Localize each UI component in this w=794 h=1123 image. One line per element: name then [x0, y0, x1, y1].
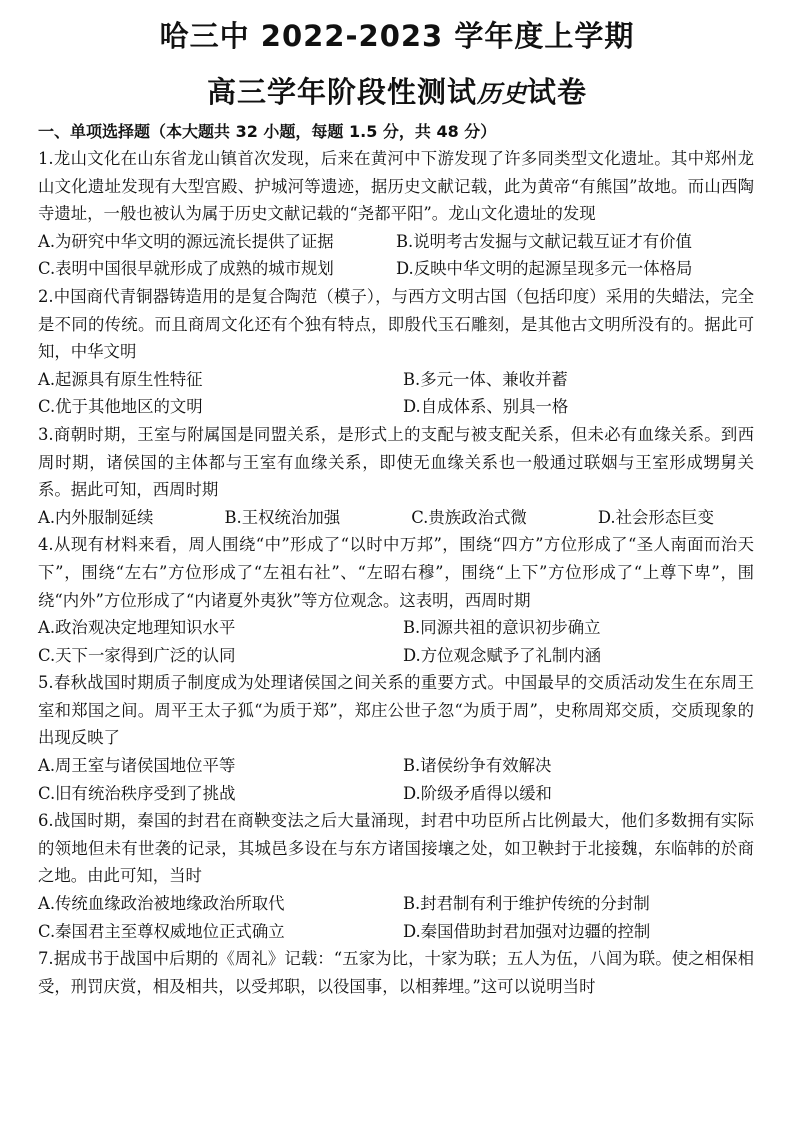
option-a: A.为研究中华文明的源远流长提供了证据 [38, 231, 334, 251]
option-b: B.王权统治加强 [224, 507, 341, 527]
question-5 [38, 669, 754, 807]
question-stem: 1.龙山文化在山东省龙山镇首次发现，后来在黄河中下游发现了许多同类型文化遗址。其中郑州龙山文化遗址发现有大型宫殿、护城河等遗迹，据历史文献记载，此为黄帝“有熊国”故地。而山西陶寺遗址，一般也被认为属于历史文献记载的“尧都平阳”。龙山文化遗址的发现 [38, 149, 754, 224]
option-list [38, 614, 754, 669]
question-2 [38, 283, 754, 421]
option-a: A.周王室与诸侯国地位平等 [38, 756, 236, 776]
question-stem: 3.商朝时期，王室与附属国是同盟关系，是形式上的支配与被支配关系，但未必有血缘关系。到西周时期，诸侯国的主体都与王室有血缘关系，即使无血缘关系也一般通过联姻与王室形成甥舅关系。据此可知，西周时期 [38, 424, 754, 500]
option-d: D.秦国借助封君加强对边疆的控制 [403, 921, 651, 941]
question-4 [38, 531, 754, 669]
option-c: C.贵族政治式微 [411, 507, 527, 527]
exam-title-line2 [0, 70, 794, 111]
option-c: C.表明中国很早就形成了成熟的城市规划 [38, 259, 334, 279]
question-stem: 2.中国商代青铜器铸造用的是复合陶范（模子），与西方文明古国（包括印度）采用的失蜡法，完全是不同的传统。而且商周文化还有个独有特点，即殷代玉石雕刻，是其他古文明所没有的。据此可知，中华文明 [38, 286, 754, 362]
question-stem: 5.春秋战国时期质子制度成为处理诸侯国之间关系的重要方式。中国最早的交质活动发生在东周王室和郑国之间。周平王太子狐“为质于郑”，郑庄公世子忽“为质于周”，史称周郑交质，交质现象的出现反映了 [38, 673, 754, 748]
option-list [38, 366, 754, 421]
question-1 [38, 145, 754, 283]
question-6 [38, 807, 754, 945]
option-list [38, 890, 754, 945]
exam-title-line1: 哈三中 2022-2023 学年度上学期 [159, 19, 635, 53]
option-list [38, 752, 754, 807]
question-list [38, 145, 754, 1000]
option-d: D.阶级矛盾得以缓和 [403, 783, 552, 803]
option-c: C.秦国君主至尊权威地位正式确立 [38, 921, 285, 941]
option-b: B.多元一体、兼收并蓄 [403, 369, 568, 389]
option-a: A.传统血缘政治被地缘政治所取代 [38, 894, 285, 914]
exam-subject-handwritten: 历史 [477, 79, 527, 108]
option-d: D.方位观念赋予了礼制内涵 [403, 645, 602, 665]
option-b: B.封君制有利于维护传统的分封制 [403, 894, 650, 914]
option-c: C.天下一家得到广泛的认同 [38, 645, 236, 665]
option-d: D.反映中华文明的起源呈现多元一体格局 [396, 259, 693, 279]
exam-title-end: 试卷 [527, 75, 588, 109]
option-b: B.同源共祖的意识初步确立 [403, 618, 601, 638]
option-b: B.说明考古发掘与文献记载互证才有价值 [396, 231, 692, 251]
option-d: D.自成体系、别具一格 [403, 397, 569, 417]
option-list [38, 504, 754, 532]
option-a: A.政治观决定地理知识水平 [38, 618, 236, 638]
exam-title-main: 高三学年阶段性测试 [206, 75, 477, 109]
question-7 [38, 945, 754, 1000]
option-list [38, 228, 754, 283]
option-d: D.社会形态巨变 [597, 507, 714, 527]
question-3 [38, 421, 754, 531]
question-stem: 7.据成书于战国中后期的《周礼》记载：“五家为比，十家为联；五人为伍，八闾为联。使之相保相受，刑罚庆赏，相及相共，以受邦职，以役国事，以相葬埋。”这可以说明当时 [38, 949, 754, 996]
option-b: B.诸侯纷争有效解决 [403, 756, 552, 776]
section-heading: 一、单项选择题（本大题共 32 小题，每题 1.5 分，共 48 分） [38, 122, 497, 141]
option-c: C.优于其他地区的文明 [38, 397, 203, 417]
option-a: A.起源具有原生性特征 [38, 369, 203, 389]
option-c: C.旧有统治秩序受到了挑战 [38, 783, 236, 803]
option-a: A.内外服制延续 [38, 507, 154, 527]
question-stem: 6.战国时期，秦国的封君在商鞅变法之后大量涌现，封君中功臣所占比例最大，他们多数拥有实际的领地但未有世袭的记录，其城邑多设在与东方诸国接壤之处，如卫鞅封于北接魏，东临韩的於商之地。由此可知，当时 [38, 811, 754, 886]
question-stem: 4.从现有材料来看，周人围绕“中”形成了“以时中万邦”，围绕“四方”方位形成了“圣人南面而治天下”，围绕“左右”方位形成了“左祖右社”、“左昭右穆”，围绕“上下”方位形成了“上尊下卑”，围绕“内外”方位形成了“内诸夏外夷狄”等方位观念。这表明，西周时期 [38, 535, 754, 610]
